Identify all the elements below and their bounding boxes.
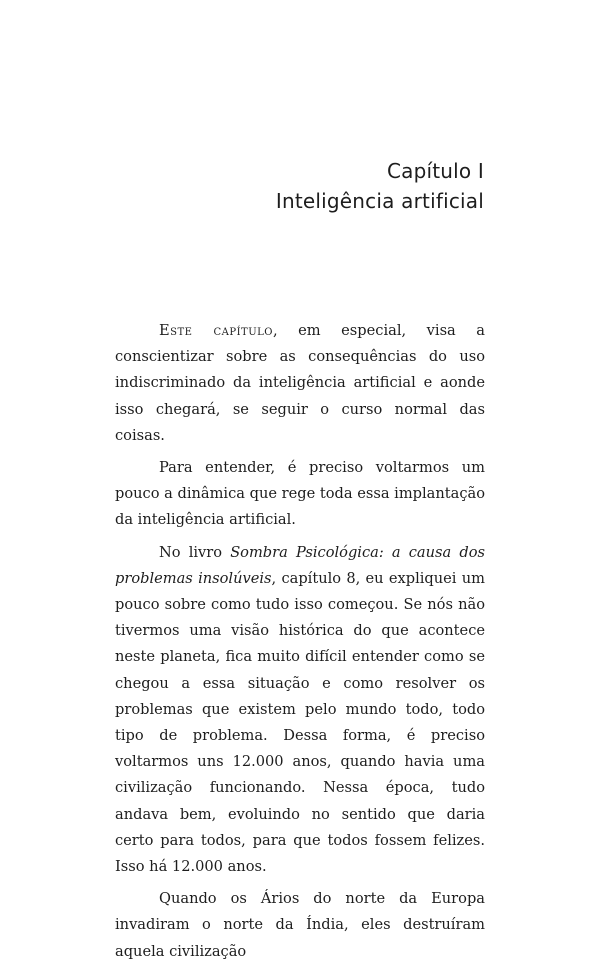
paragraph-1-text: , em especial, visa a conscientizar sobre as consequências do uso indiscriminado da inteligência artificial e aonde isso chegará, se seguir o curso normal das coisas. [115,322,485,444]
paragraph-1 [115,318,485,449]
paragraph-2: Para entender, é preciso voltarmos um pouco a dinâmica que rege toda essa implantação da inteligência artificial. [115,459,485,529]
book-title-reference: Sombra Psicológica: a causa dos problemas insolúveis [115,543,485,587]
chapter-number: Capítulo I [386,159,484,183]
paragraph-3-text: , capítulo 8, eu expliquei um pouco sobre como tudo isso começou. Se nós não tivermos uma visão histórica do que acontece neste planeta, fica muito difícil entender como se chegou a essa situação e como resolver os problemas que existem pelo mundo todo, todo tipo de problema. Dessa forma, é preciso voltarmos uns 12.000 anos, quando havia uma civilização funcionando. Nessa época, tudo andava bem, evoluindo no sentido que daria certo para todos, para que todos fossem felizes. Isso há 12.000 anos. [115,569,485,876]
paragraph-3 [115,540,485,881]
chapter-title: Inteligência artificial [275,189,484,213]
paragraph-4: Quando os Ários do norte da Europa invadiram o norte da Índia, eles destruíram aquela civilização [115,890,485,960]
paragraph-lead-words: Este capítulo [159,322,273,339]
paragraph-3-intro: No livro [159,543,231,561]
chapter-header [276,156,484,216]
body-text [115,318,485,971]
